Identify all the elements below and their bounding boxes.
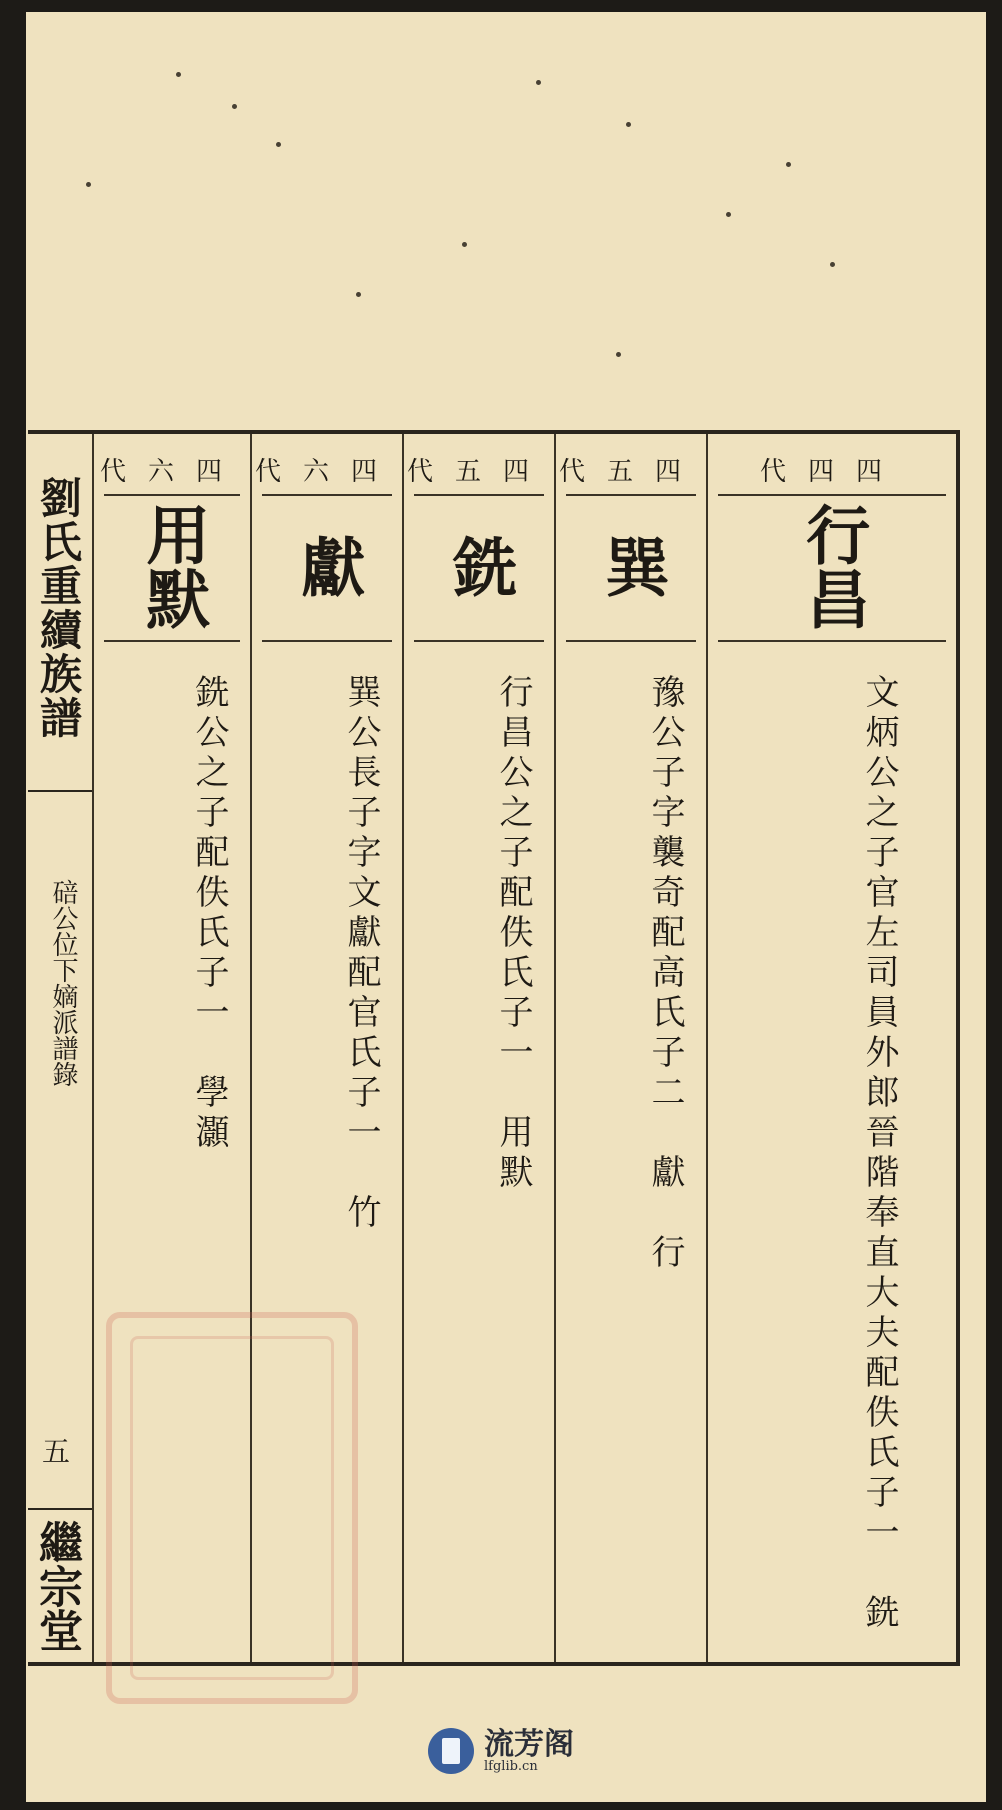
name-divider: [414, 640, 544, 642]
person-biography: 行昌公之子配佚氏子一 用默: [493, 674, 533, 1194]
frame-right-border: [956, 430, 960, 1666]
entry-column-2: [556, 434, 706, 1662]
person-biography: 銑公之子配佚氏子一 學灝: [189, 674, 229, 1154]
watermark-text: 流芳阁: [484, 1726, 574, 1762]
spine-divider: [28, 1508, 92, 1510]
person-name-box: [556, 496, 706, 636]
person-name-box: [94, 496, 250, 636]
generation-label: 代 四 四: [759, 456, 905, 487]
person-name: 行昌: [795, 502, 871, 630]
book-title: 劉氏重續族譜: [34, 476, 83, 740]
spine-divider: [28, 790, 92, 792]
generation-label: 代 五 四: [406, 456, 552, 487]
person-name-box: [708, 496, 956, 636]
person-name-box: [404, 496, 554, 636]
page-number: 五: [42, 1435, 71, 1468]
section-title: 碚公位下嫡派譜錄: [48, 879, 78, 1087]
person-biography: 巽公長子字文獻配官氏子一 竹: [341, 674, 381, 1234]
genealogy-page: [26, 12, 986, 1802]
site-watermark: [428, 1726, 574, 1776]
person-biography: 豫公子字襲奇配高氏子二 獻 行: [645, 674, 685, 1274]
entry-column-1: [708, 434, 956, 1662]
book-logo-icon: [428, 1728, 474, 1774]
name-divider: [262, 640, 392, 642]
book-spine-margin: [28, 430, 92, 1666]
watermark-url: lfglib.cn: [484, 1758, 538, 1774]
person-name: 銑: [442, 534, 518, 598]
name-divider: [566, 640, 696, 642]
person-name: 獻: [290, 534, 366, 598]
hall-name: 繼宗堂: [31, 1520, 82, 1652]
person-name-box: [252, 496, 402, 636]
generation-label: 代 六 四: [254, 456, 400, 487]
person-name: 用默: [135, 502, 211, 630]
generation-label: 代 五 四: [558, 456, 704, 487]
generation-label: 代 六 四: [99, 456, 245, 487]
entry-column-3: [404, 434, 554, 1662]
name-divider: [718, 640, 946, 642]
person-biography: 文炳公之子官左司員外郎晉階奉直大夫配佚氏子一 銑: [859, 674, 899, 1634]
person-name: 巽: [594, 534, 670, 598]
library-seal-stamp: [106, 1312, 358, 1704]
name-divider: [104, 640, 240, 642]
